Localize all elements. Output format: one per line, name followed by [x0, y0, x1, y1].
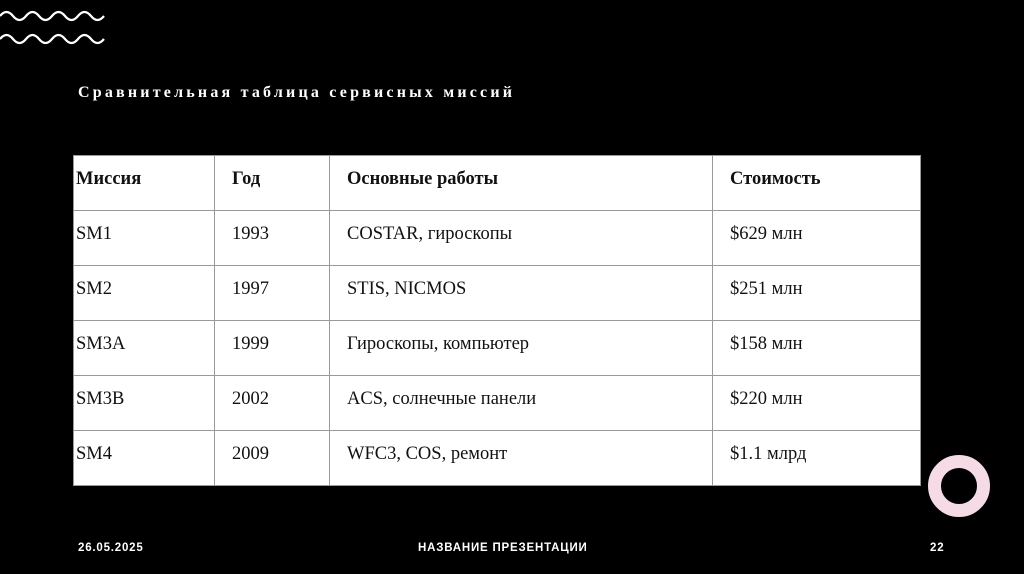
cell-year: 1993 [215, 211, 330, 266]
cell-works: WFC3, COS, ремонт [330, 431, 713, 486]
missions-table [73, 155, 921, 486]
table-row [74, 266, 921, 321]
header-mission: Миссия [74, 156, 215, 211]
cell-cost: $220 млн [713, 376, 921, 431]
header-works: Основные работы [330, 156, 713, 211]
cell-works: COSTAR, гироскопы [330, 211, 713, 266]
cell-cost: $251 млн [713, 266, 921, 321]
cell-year: 2009 [215, 431, 330, 486]
footer-page-number: 22 [930, 542, 945, 554]
cell-cost: $158 млн [713, 321, 921, 376]
cell-mission: SM4 [74, 431, 215, 486]
header-year: Год [215, 156, 330, 211]
cell-cost: $1.1 млрд [713, 431, 921, 486]
cell-year: 2002 [215, 376, 330, 431]
cell-cost: $629 млн [713, 211, 921, 266]
wavy-lines-icon [0, 6, 110, 46]
cell-works: Гироскопы, компьютер [330, 321, 713, 376]
cell-mission: SM3A [74, 321, 215, 376]
cell-works: ACS, солнечные панели [330, 376, 713, 431]
ring-icon [928, 455, 990, 517]
footer-date: 26.05.2025 [78, 542, 144, 554]
cell-year: 1997 [215, 266, 330, 321]
header-cost: Стоимость [713, 156, 921, 211]
table-header-row [74, 156, 921, 211]
cell-mission: SM2 [74, 266, 215, 321]
slide-title: Сравнительная таблица сервисных миссий [78, 84, 516, 101]
footer-presentation-name: НАЗВАНИЕ ПРЕЗЕНТАЦИИ [418, 542, 588, 554]
cell-mission: SM1 [74, 211, 215, 266]
cell-mission: SM3B [74, 376, 215, 431]
cell-year: 1999 [215, 321, 330, 376]
table-row [74, 376, 921, 431]
table-row [74, 321, 921, 376]
table-row [74, 431, 921, 486]
cell-works: STIS, NICMOS [330, 266, 713, 321]
table-row [74, 211, 921, 266]
